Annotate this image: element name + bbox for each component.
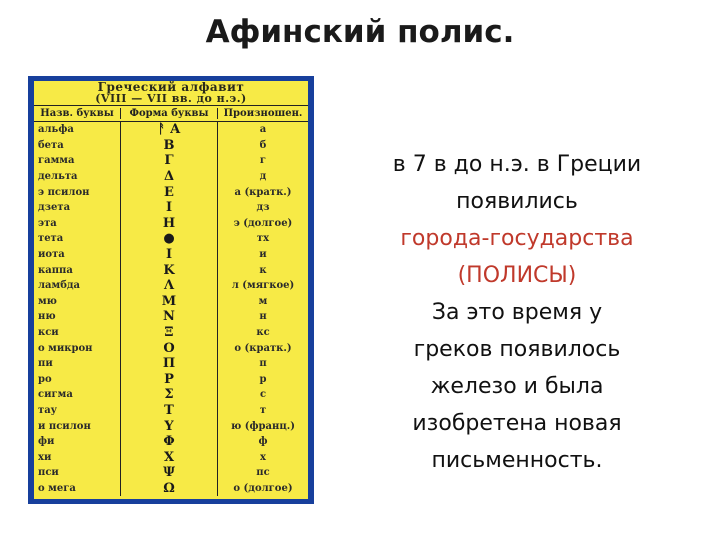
alphabet-row: [34, 200, 308, 216]
alphabet-row: [34, 247, 308, 263]
letter-form-cell: Λ: [120, 278, 217, 294]
alphabet-row: [34, 122, 308, 138]
alphabet-row: [34, 294, 308, 310]
letter-form-cell: Υ: [120, 418, 217, 434]
pronunciation-cell: ю (франц.): [217, 418, 308, 434]
pronunciation-cell: б: [217, 138, 308, 154]
alphabet-row: [34, 325, 308, 341]
pronunciation-cell: и: [217, 247, 308, 263]
letter-form-cell: Ρ: [120, 372, 217, 388]
letter-form-cell: Ε: [120, 184, 217, 200]
pronunciation-cell: а: [217, 122, 308, 138]
letter-name-cell: каппа: [38, 264, 73, 276]
alphabet-row: [34, 153, 308, 169]
pronunciation-cell: кс: [217, 325, 308, 341]
greek-alphabet-table: [34, 81, 308, 499]
letter-form-cell: Β: [120, 138, 217, 154]
alphabet-row: [34, 372, 308, 388]
letter-name-cell: фи: [38, 436, 55, 448]
letter-form-cell: Τ: [120, 403, 217, 419]
letter-name-cell: эта: [38, 217, 57, 229]
letter-form-cell: Ι: [120, 247, 217, 263]
header-letter-form: Форма буквы: [120, 108, 217, 119]
letter-name-cell: бета: [38, 139, 64, 151]
text-line: в 7 в до н.э. в Греции: [392, 152, 642, 177]
letter-name-cell: хи: [38, 451, 52, 463]
alphabet-caption: [34, 81, 308, 104]
text-line: изобретена новая: [412, 411, 622, 436]
pronunciation-cell: о (долгое): [217, 481, 308, 497]
alphabet-row: [34, 465, 308, 481]
letter-name-cell: дельта: [38, 171, 78, 183]
letter-name-cell: дзета: [38, 202, 71, 214]
letter-form-cell: Ν: [120, 309, 217, 325]
alphabet-row: [34, 262, 308, 278]
pronunciation-cell: д: [217, 169, 308, 185]
letter-form-cell: ᚨ Α: [120, 122, 217, 138]
pronunciation-cell: а (кратк.): [217, 184, 308, 200]
letter-name-cell: и псилон: [38, 420, 91, 432]
letter-form-cell: Φ: [120, 434, 217, 450]
letter-name-cell: ню: [38, 311, 56, 323]
letter-form-cell: Π: [120, 356, 217, 372]
letter-form-cell: Κ: [120, 262, 217, 278]
pronunciation-cell: т: [217, 403, 308, 419]
pronunciation-cell: п: [217, 356, 308, 372]
letter-form-cell: Ο: [120, 340, 217, 356]
alphabet-row: [34, 434, 308, 450]
alphabet-row: [34, 309, 308, 325]
letter-name-cell: пси: [38, 467, 59, 479]
letter-name-cell: мю: [38, 295, 57, 307]
text-line: За это время у: [431, 300, 603, 325]
alphabet-row: [34, 403, 308, 419]
letter-form-cell: ●: [120, 231, 217, 247]
alphabet-row: [34, 481, 308, 497]
text-line-highlight: города-государства: [400, 226, 634, 251]
letter-form-cell: Ψ: [120, 465, 217, 481]
alphabet-rows: [34, 122, 308, 496]
letter-name-cell: о мега: [38, 482, 76, 494]
pronunciation-cell: н: [217, 309, 308, 325]
alphabet-row: [34, 278, 308, 294]
alphabet-row: [34, 184, 308, 200]
letter-form-cell: Ξ: [120, 325, 217, 341]
alphabet-row: [34, 418, 308, 434]
alphabet-row: [34, 356, 308, 372]
pronunciation-cell: м: [217, 294, 308, 310]
letter-form-cell: Γ: [120, 153, 217, 169]
alphabet-caption-period: (VIII — VII вв. до н.э.): [95, 92, 247, 105]
text-line: греков появилось: [413, 337, 621, 362]
pronunciation-cell: к: [217, 262, 308, 278]
header-pronunciation: Произношен.: [217, 108, 308, 119]
header-letter-name: Назв. буквы: [40, 108, 114, 119]
alphabet-row: [34, 231, 308, 247]
letter-form-cell: Ι: [120, 200, 217, 216]
pronunciation-cell: дз: [217, 200, 308, 216]
alphabet-caption-title: Греческий алфавит: [97, 81, 245, 94]
letter-name-cell: иота: [38, 249, 65, 261]
text-line: появились: [456, 189, 578, 214]
letter-name-cell: о микрон: [38, 342, 93, 354]
text-line: письменность.: [431, 448, 603, 473]
letter-name-cell: ламбда: [38, 280, 81, 292]
letter-form-cell: Χ: [120, 449, 217, 465]
alphabet-row: [34, 138, 308, 154]
pronunciation-cell: о (кратк.): [217, 340, 308, 356]
alphabet-row: [34, 340, 308, 356]
alphabet-row: [34, 216, 308, 232]
pronunciation-cell: с: [217, 387, 308, 403]
text-line: железо и была: [430, 374, 604, 399]
letter-name-cell: кси: [38, 327, 59, 339]
letter-form-cell: Μ: [120, 294, 217, 310]
alphabet-row: [34, 387, 308, 403]
pronunciation-cell: пс: [217, 465, 308, 481]
pronunciation-cell: г: [217, 153, 308, 169]
letter-name-cell: э псилон: [38, 186, 90, 198]
pronunciation-cell: л (мягкое): [217, 278, 308, 294]
greek-alphabet-image: [28, 76, 314, 504]
pronunciation-cell: х: [217, 449, 308, 465]
letter-name-cell: тета: [38, 233, 64, 245]
pronunciation-cell: ф: [217, 434, 308, 450]
letter-form-cell: Ω: [120, 481, 217, 497]
letter-name-cell: тау: [38, 404, 58, 416]
letter-name-cell: ро: [38, 373, 52, 385]
alphabet-row: [34, 169, 308, 185]
pronunciation-cell: р: [217, 372, 308, 388]
text-line-highlight: (ПОЛИСЫ): [457, 263, 577, 288]
letter-name-cell: альфа: [38, 124, 74, 136]
alphabet-row: [34, 449, 308, 465]
pronunciation-cell: э (долгое): [217, 216, 308, 232]
letter-form-cell: Σ: [120, 387, 217, 403]
alphabet-header-row: [34, 105, 308, 122]
letter-name-cell: гамма: [38, 155, 75, 167]
letter-form-cell: Η: [120, 216, 217, 232]
letter-form-cell: Δ: [120, 169, 217, 185]
letter-name-cell: сигма: [38, 389, 73, 401]
letter-name-cell: пи: [38, 358, 53, 370]
description-text: [362, 146, 672, 479]
pronunciation-cell: тх: [217, 231, 308, 247]
slide-title: Афинский полис.: [205, 14, 515, 50]
